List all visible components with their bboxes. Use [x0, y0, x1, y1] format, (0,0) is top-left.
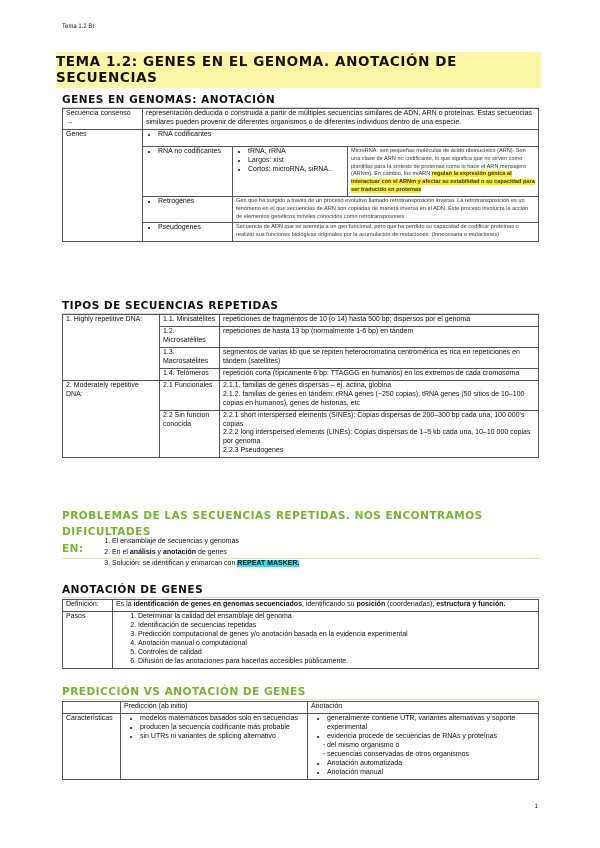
retro-label: • Retrogenes	[158, 198, 229, 207]
high-key: 1.4. Telómeros	[160, 368, 220, 380]
problemas-list	[98, 537, 299, 570]
pasos-label: Pasos	[63, 611, 113, 668]
pred-item: • sin UTRs ni variantes de splicing alternativo	[140, 733, 304, 742]
pasos-cell	[113, 611, 539, 668]
title-band	[56, 52, 541, 88]
problemas-title-line2: EN:	[62, 542, 84, 555]
high-value: repeticiones de hasta 13 bp (normalmente 1-6 bp) en tándem	[220, 326, 539, 347]
page-number: 1	[534, 804, 538, 810]
mod-key: 2.2 Sin funcion conocida	[160, 410, 220, 458]
pseudo-cell	[143, 223, 233, 242]
def-label: Definición:	[63, 600, 113, 612]
section-title-genes: GENES EN GENOMAS: ANOTACIÓN	[62, 94, 540, 108]
paso-item: 1. Determinar la calidad del ensamblaje del genoma	[138, 613, 535, 622]
col-prediccion: Predicción (ab initio)	[121, 702, 308, 714]
problema-item: 1. El ensamblaje de secuencias y genomas	[112, 537, 299, 548]
prediccion-table	[62, 701, 539, 780]
anotacion-cell	[308, 713, 539, 779]
rna-cod-cell	[143, 129, 539, 146]
mirna-note	[348, 146, 539, 196]
high-label: 1. Highly repetitive DNA:	[63, 315, 160, 381]
section-title-anotacion: ANOTACIÓN DE GENES	[62, 584, 540, 598]
mod-label: 2. Moderately repetitive DNA:	[63, 380, 160, 458]
consenso-label: Secuencia consenso →	[63, 109, 143, 130]
mod-line: 2.2.2 long interspersed elements (LINEs): Copias dispersas de 1–5 kb cada una, 10–10 000 copias por genoma	[223, 429, 531, 446]
retro-cell	[143, 196, 233, 222]
problema-item: 3. Solución: se identifican y enmarcan con REPEAT MASKER.	[112, 559, 299, 570]
high-value: segmentos de varias kb que se repiten heterocromatina centromérica es rica en repeticiones en tándem (satellites)	[220, 347, 539, 368]
rna-cod: • RNA codificantes	[158, 131, 535, 140]
def-text: Es la identificación de genes en genomas secuenciados, identificando su posición (coordenadas), estructura y función.	[113, 600, 539, 612]
high-key: 1.2. Microsatélites	[160, 326, 220, 347]
mirna-text: MicroRNA: son pequeñas moléculas de ácido ribonucleico (ARN). Son una clase de ARN no codificante, lo que significa que no sirven como plantillas para la síntesis de proteínas como lo hace el ARN mensajero (ARNm). En cambio, los miARN	[351, 147, 527, 178]
anot-item: • generalmente contiene UTR, variantes alternativas y soporte experimental	[327, 715, 535, 733]
paso-item: 3. Predicción computacional de genes y/o anotación basada en la evidencia experimental	[138, 631, 535, 640]
paso-item: 2. Identificación de secuencias repetidas	[138, 622, 535, 631]
rna-nocod: • RNA no codificantes	[158, 148, 229, 157]
paso-item: 4. Anotación manual o computacional	[138, 640, 535, 649]
anotacion-table	[62, 599, 539, 669]
anot-item: - del mismo organismo o	[327, 742, 535, 751]
pseudo-text: Secuencia de ADN que se asemeja a un gen funcional, pero que ha perdido su capacidad de codificar proteínas o realizar sus funciones biológicas originales por la acumulación de mutaciones. (Innecesaria o mutaciones)	[233, 223, 539, 242]
anot-item: • evidencia procede de secuencias de RNAs y proteínas	[327, 733, 535, 742]
mod-line: 2.1.1. familias de genes dispersas – ej. actina, globina	[223, 381, 392, 389]
nc-item: • Cortos: microRNA, siRNA..	[248, 166, 344, 175]
rna-nocod-cell	[143, 146, 233, 196]
high-key: 1.1. Minisatélites	[160, 315, 220, 327]
mirna-highlight: regulan la expresión génica al interactuar con el ARNm y afectar su estabilidad o su capacidad para ser traducido en proteínas	[351, 171, 535, 194]
col-anotacion: Anotación	[308, 702, 539, 714]
pseudo-label: • Pseudogenes	[158, 224, 229, 233]
mod-key: 2.1 Funcionales	[160, 380, 220, 410]
problema-item: 2. En el análisis y anotación de genes	[112, 548, 299, 559]
mod-value	[220, 380, 539, 410]
prediccion-cell	[121, 713, 308, 779]
anot-item: - secuencias conservadas de otros organismos	[327, 751, 535, 760]
paso-item: 6. Difusión de las anotaciones para hacerlas accesibles públicamente.	[138, 658, 535, 667]
repeat-masker: REPEAT MASKER.	[237, 559, 300, 567]
mod-line: 2.1.2. familias de genes en tándem: rRNA genes (~250 copias), tRNA genes (50 sitios de 10–100 copias en humanos), genes de histonas, etc	[223, 390, 525, 407]
mod-line: 2.2.3 Pseudogenes	[223, 447, 284, 455]
retro-text: Gen que ha surgido a través de un proceso evolutivo llamado retrotransposición inversa. La retrotransposición es un fenómeno en el que secuencias de ARN son copiadas de manera inversa en el ADN. Este proceso involucra la acción de elementos genéticos móviles conocidos como retrotransposones.	[233, 196, 539, 222]
anot-item: • Anotación manual	[327, 769, 535, 778]
empty-header	[63, 702, 121, 714]
pred-item: • modelos matemáticos basados solo en secuencias	[140, 715, 304, 724]
problemas-title-line1: PROBLEMAS DE LAS SECUENCIAS REPETIDAS. NOS ENCONTRAMOS DIFICULTADES	[62, 510, 483, 539]
anot-item: • Anotación automatizada	[327, 760, 535, 769]
nc-list-cell	[233, 146, 348, 196]
genes-table	[62, 108, 539, 242]
repetidas-table	[62, 314, 539, 458]
high-value: repetición corta (típicamente 6 bp: TTAGGG en humanos) en los extremos de cada cromosoma	[220, 368, 539, 380]
genes-label: Genes	[63, 129, 143, 241]
high-key: 1.3. Macrosatélites	[160, 347, 220, 368]
page-header: Tema 1.2 BI	[62, 24, 95, 30]
mod-line: 2.2.1 short interspersed elements (SINEs): Copias dispersas de 200–300 bp cada una, 100 000's copias	[223, 411, 525, 428]
nc-item: • tRNA, rRNA	[248, 148, 344, 157]
page-title: TEMA 1.2: GENES EN EL GENOMA. ANOTACIÓN DE SECUENCIAS	[56, 54, 457, 86]
nc-item: • Largos: xist	[248, 157, 344, 166]
paso-item: 5. Controles de calidad	[138, 649, 535, 658]
high-value: repeticiones de fragmentos de 10 (o 14) hasta 500 bp; dispersos por el genoma	[220, 315, 539, 327]
pred-item: • producen la secuencia codificante más probable	[140, 724, 304, 733]
row-label: Características	[63, 713, 121, 779]
consenso-text: representación deducida o construida a partir de múltiples secuencias similares de ADN, ARN o proteínas. Estas secuencias similares pueden provenir de diferentes organismos o de diferentes individuos dentro de una especie.	[143, 109, 539, 130]
section-title-repetidas: TIPOS DE SECUENCIAS REPETIDAS	[62, 300, 540, 314]
mod-value	[220, 410, 539, 458]
section-title-prediccion: PREDICCIÓN VS ANOTACIÓN DE GENES	[62, 686, 540, 700]
